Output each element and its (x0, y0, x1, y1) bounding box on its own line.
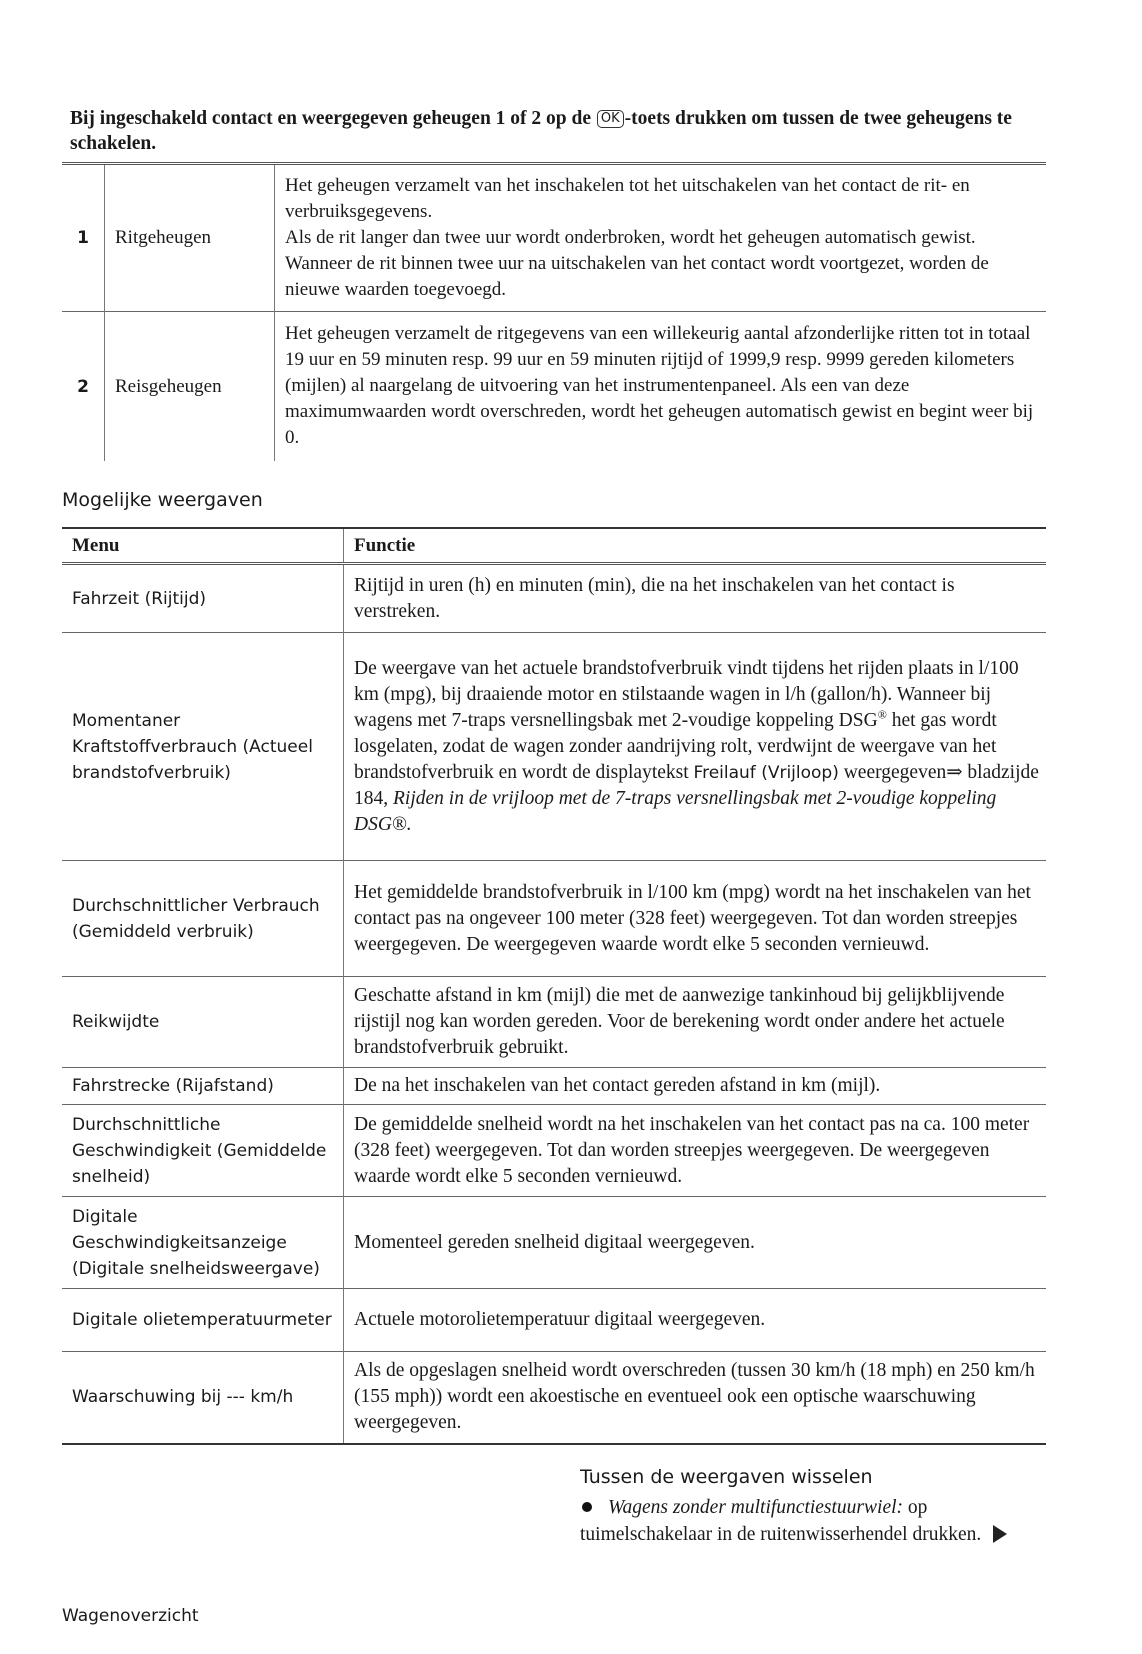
function-cell (344, 633, 1047, 861)
switch-displays-section (580, 1466, 1060, 1548)
function-cell: Rijtijd in uren (h) en minuten (min), die na het inschakelen van het contact is verstreken. (354, 574, 955, 622)
function-cell: Momenteel gereden snelheid digitaal weergegeven. (344, 1197, 1047, 1289)
intro-text-after: -toets drukken om tussen de twee geheugens te schakelen. (70, 108, 1012, 154)
page-reference-link[interactable]: Rijden in de vrijloop met de 7-traps versnellingsbak met 2-voudige koppeling DSG®. (354, 787, 997, 835)
bullet-text: op tuimelschakelaar in de ruitenwisserhendel drukken. (580, 1497, 982, 1545)
table-row (62, 1289, 1046, 1352)
function-text: weergegeven⇒ bladzijde 184, (354, 761, 1039, 809)
memory-table (62, 162, 1046, 461)
column-header-menu: Menu (62, 528, 344, 564)
continue-arrow-icon (993, 1525, 1007, 1543)
function-cell: Als de opgeslagen snelheid wordt overschreden (tussen 30 km/h (18 mph) en 250 km/h (155 mph)) wordt een akoestische en eventueel ook een optische waarschuwing weergegeven. (344, 1352, 1047, 1444)
table-row (62, 1068, 1046, 1105)
memory-description-part: Als de rit langer dan twee uur wordt onderbroken, wordt het geheugen automatisch gewist. Wanneer de rit binnen twee uur na uitschakelen van het contact wordt voortgezet, worden de nieuwe waarden toegevoegd. (285, 226, 989, 300)
intro-text-before: Bij ingeschakeld contact en weergegeven geheugen 1 of 2 op de (70, 108, 596, 129)
menu-cell: Digitale olietemperatuurmeter (62, 1289, 344, 1352)
function-text: De weergave van het actuele brandstofverbruik vindt tijdens het rijden plaats in l/100 km (mpg), bij draaiende motor en stilstaande wagen in l/h (gallon/h). Wanneer bij wagens met 7-traps versnellingsbak met 2-voudige koppeling DSG (354, 657, 1019, 731)
table-header-row (62, 528, 1046, 564)
table-row (62, 564, 1046, 633)
memory-description: Het geheugen verzamelt de ritgegevens van een willekeurig aantal afzonderlijke ritten tot in totaal 19 uur en 59 minuten resp. 99 uur en 59 minuten rijtijd of 1999,9 resp. 9999 gereden kilometers (mijlen) al naargelang de uitvoering van het instrumentenpaneel. Als een van deze maximumwaarden wordt overschreden, wordt het geheugen automatisch gewist en begint weer bij 0. (275, 312, 1047, 462)
function-cell: Het gemiddelde brandstofverbruik in l/100 km (mpg) wordt na het inschakelen van het contact pas na ongeveer 100 meter (328 feet) weergegeven. Tot dan worden streepjes weergegeven. De weergegeven waarde wordt elke 5 seconden vernieuwd. (344, 861, 1047, 977)
column-header-function: Functie (344, 528, 1047, 564)
table-row (62, 1197, 1046, 1289)
display-text-label: Freilauf (Vrijloop) (693, 762, 839, 783)
table-row (62, 312, 1046, 462)
memory-number: 1 (62, 164, 105, 312)
menu-cell: Momentaner Kraftstoffverbrauch (Actueel brandstofverbruik) (62, 633, 344, 861)
section-heading: Mogelijke weergaven (62, 489, 263, 511)
menu-cell: Durchschnittliche Geschwindigkeit (Gemiddelde snelheid) (62, 1105, 344, 1197)
function-cell: Geschatte afstand in km (mijl) die met de aanwezige tankinhoud bij gelijkblijvende rijstijl nog kan worden gereden. Voor de berekening wordt onder andere het actuele brandstofverbruik gebruikt. (344, 977, 1047, 1068)
section-heading: Tussen de weergaven wisselen (580, 1466, 873, 1488)
function-cell: De na het inschakelen van het contact gereden afstand in km (mijl). (344, 1068, 1047, 1105)
bullet-item (580, 1494, 1060, 1548)
bullet-icon (582, 1502, 592, 1512)
menu-cell: Digitale Geschwindigkeitsanzeige (Digitale snelheidsweergave) (62, 1197, 344, 1289)
registered-mark: ® (877, 707, 887, 721)
memory-name: Reisgeheugen (105, 312, 275, 462)
memory-description (275, 164, 1047, 312)
menu-cell: Fahrzeit (Rijtijd) (62, 564, 344, 633)
memory-name: Ritgeheugen (105, 164, 275, 312)
menu-cell: Durchschnittlicher Verbrauch (Gemiddeld verbruik) (62, 861, 344, 977)
table-row (62, 861, 1046, 977)
table-row (62, 164, 1046, 312)
table-row (62, 1352, 1046, 1444)
menu-cell: Waarschuwing bij --- km/h (62, 1352, 344, 1444)
bullet-italic-text: Wagens zonder multifunctiestuurwiel: (608, 1497, 904, 1518)
ok-key-icon: OK (597, 110, 624, 128)
table-row (62, 1105, 1046, 1197)
intro-instruction (70, 106, 1060, 156)
function-text: het gas wordt losgelaten, zodat de wagen zonder aandrijving rolt, verdwijnt de weergave van het brandstofverbruik en wordt de displaytekst (354, 709, 997, 783)
memory-description-part: Het geheugen verzamelt van het inschakelen tot het uitschakelen van het contact de rit- en verbruiksgegevens. (285, 174, 970, 222)
table-row (62, 633, 1046, 861)
footer-section-label: Wagenoverzicht (62, 1606, 199, 1626)
table-row (62, 977, 1046, 1068)
function-cell: Actuele motorolietemperatuur digitaal weergegeven. (344, 1289, 1047, 1352)
memory-number: 2 (62, 312, 105, 462)
menu-cell: Reikwijdte (62, 977, 344, 1068)
function-cell: De gemiddelde snelheid wordt na het inschakelen van het contact pas na ca. 100 meter (328 feet) weergegeven. Tot dan worden streepjes weergegeven. De weergegeven waarde wordt elke 5 seconden vernieuwd. (344, 1105, 1047, 1197)
menu-cell: Fahrstrecke (Rijafstand) (62, 1068, 344, 1105)
displays-table (62, 527, 1046, 1445)
